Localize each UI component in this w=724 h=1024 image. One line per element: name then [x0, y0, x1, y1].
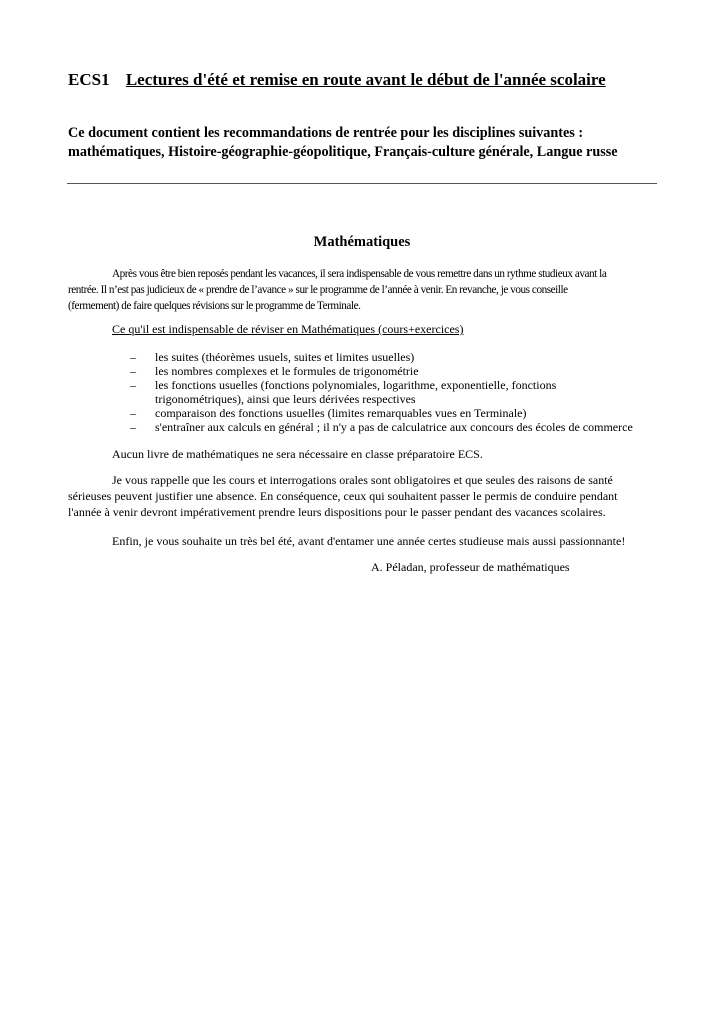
dash-bullet: –: [130, 406, 136, 420]
signature: A. Péladan, professeur de mathématiques: [371, 560, 570, 574]
horizontal-divider: [67, 183, 657, 184]
list-item: – s'entraîner aux calculs en général ; il n'y a pas de calculatrice aux concours des écoles de commerce: [130, 420, 633, 434]
class-code: ECS1: [68, 70, 110, 89]
dash-bullet: –: [130, 378, 136, 392]
paragraph-line: (fermement) de faire quelques révisions sur le programme de Terminale.: [68, 300, 361, 312]
document-header: [68, 70, 606, 90]
document-title: Lectures d'été et remise en route avant le début de l'année scolaire: [125, 70, 606, 89]
closing-paragraph: Enfin, je vous souhaite un très bel été, avant d'entamer une année certes studieuse mais aussi passionnante!: [112, 534, 626, 548]
dash-bullet: –: [130, 350, 136, 364]
paragraph-line: Après vous être bien reposés pendant les vacances, il sera indispensable de vous remettre dans un rythme studieux avant la: [112, 268, 607, 280]
no-book-paragraph: Aucun livre de mathématiques ne sera nécessaire en classe préparatoire ECS.: [112, 447, 483, 461]
dash-bullet: –: [130, 420, 136, 434]
section-heading: Mathématiques: [313, 234, 411, 250]
intro-paragraph: [68, 124, 668, 162]
list-item: – les nombres complexes et le formules de trigonométrie: [130, 364, 419, 378]
paragraph-rest: [68, 266, 660, 314]
paragraph-line: rentrée. Il n’est pas judicieux de « prendre de l’avance » sur le programme de l’année à venir. En revanche, je vous conseille: [68, 284, 568, 296]
list-item: – les fonctions usuelles (fonctions polynomiales, logarithme, exponentielle, fonctions trigonométriques), ainsi que leurs dérivées respectives: [130, 378, 557, 406]
attendance-paragraph: Je vous rappelle que les cours et interrogations orales sont obligatoires et que seules des raisons de santé sérieuses peuvent justifier une absence. En conséquence, ceux qui souhaitent passer le permis de conduire pendant l'année à venir devront impérativement prendre leurs dispositions pour le passer pendant des vacances scolaires.: [68, 473, 618, 519]
list-item: – les suites (théorèmes usuels, suites et limites usuelles): [130, 350, 415, 364]
intro-line-2: mathématiques, Histoire-géographie-géopolitique, Français-culture générale, Langue russe: [68, 144, 618, 160]
intro-line-1: Ce document contient les recommandations de rentrée pour les disciplines suivantes :: [68, 125, 584, 141]
revision-list: [130, 350, 670, 434]
dash-bullet: –: [130, 364, 136, 378]
list-item: – comparaison des fonctions usuelles (limites remarquables vues en Terminale): [130, 406, 527, 420]
revision-heading: Ce qu'il est indispensable de réviser en Mathématiques (cours+exercices): [112, 322, 464, 336]
